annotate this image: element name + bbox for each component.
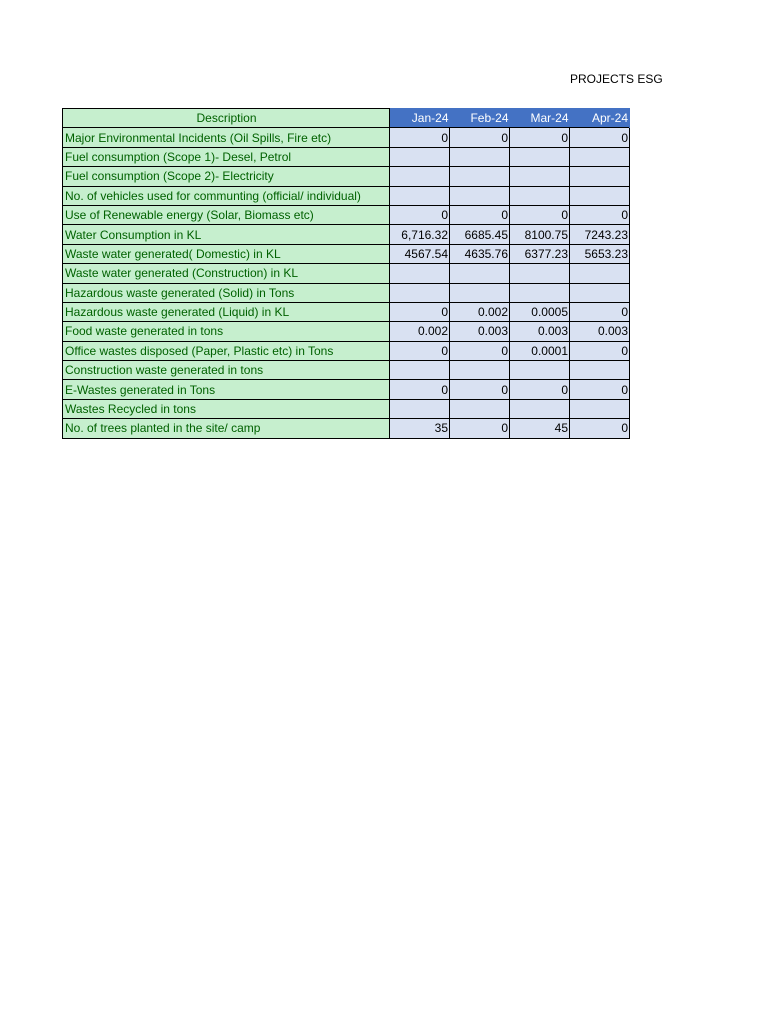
value-cell[interactable] — [450, 167, 510, 186]
value-cell[interactable]: 0.003 — [450, 322, 510, 341]
column-header-month[interactable]: Feb-24 — [450, 109, 510, 128]
value-cell[interactable] — [570, 361, 630, 380]
value-cell[interactable]: 0.0005 — [510, 302, 570, 321]
value-cell[interactable]: 0 — [390, 205, 450, 224]
row-description-cell[interactable]: No. of trees planted in the site/ camp — [63, 419, 390, 438]
column-header-month[interactable]: Mar-24 — [510, 109, 570, 128]
value-cell[interactable]: 0 — [570, 302, 630, 321]
row-description-cell[interactable]: Hazardous waste generated (Liquid) in KL — [63, 302, 390, 321]
value-cell[interactable]: 0 — [450, 380, 510, 399]
value-cell[interactable]: 0.002 — [390, 322, 450, 341]
value-cell[interactable] — [570, 167, 630, 186]
value-cell[interactable]: 0 — [570, 128, 630, 147]
row-description-cell[interactable]: Office wastes disposed (Paper, Plastic etc) in Tons — [63, 341, 390, 360]
value-cell[interactable] — [450, 361, 510, 380]
row-description-cell[interactable]: Fuel consumption (Scope 2)- Electricity — [63, 167, 390, 186]
column-header-month[interactable]: Apr-24 — [570, 109, 630, 128]
value-cell[interactable] — [450, 147, 510, 166]
row-description-cell[interactable]: No. of vehicles used for communting (official/ individual) — [63, 186, 390, 205]
row-description-cell[interactable]: Waste water generated (Construction) in KL — [63, 264, 390, 283]
row-description-cell[interactable]: Use of Renewable energy (Solar, Biomass etc) — [63, 205, 390, 224]
value-cell[interactable] — [510, 264, 570, 283]
value-cell[interactable]: 0 — [390, 380, 450, 399]
value-cell[interactable]: 0 — [570, 419, 630, 438]
row-description-cell[interactable]: Water Consumption in KL — [63, 225, 390, 244]
table-row — [63, 264, 630, 283]
value-cell[interactable]: 0.003 — [570, 322, 630, 341]
value-cell[interactable]: 5653.23 — [570, 244, 630, 263]
value-cell[interactable]: 6,716.32 — [390, 225, 450, 244]
value-cell[interactable]: 0.003 — [510, 322, 570, 341]
table-row — [63, 244, 630, 263]
table-row — [63, 186, 630, 205]
table-row — [63, 302, 630, 321]
value-cell[interactable] — [390, 399, 450, 418]
value-cell[interactable]: 6685.45 — [450, 225, 510, 244]
value-cell[interactable] — [570, 399, 630, 418]
table-row — [63, 225, 630, 244]
table-row — [63, 419, 630, 438]
value-cell[interactable]: 0 — [510, 205, 570, 224]
row-description-cell[interactable]: Wastes Recycled in tons — [63, 399, 390, 418]
table-row — [63, 341, 630, 360]
value-cell[interactable]: 0.002 — [450, 302, 510, 321]
value-cell[interactable] — [390, 167, 450, 186]
row-description-cell[interactable]: Fuel consumption (Scope 1)- Desel, Petrol — [63, 147, 390, 166]
value-cell[interactable] — [570, 147, 630, 166]
report-title: PROJECTS ESG — [570, 72, 663, 86]
table-row — [63, 399, 630, 418]
table-row — [63, 167, 630, 186]
table-row — [63, 147, 630, 166]
value-cell[interactable] — [510, 147, 570, 166]
value-cell[interactable]: 0 — [570, 380, 630, 399]
value-cell[interactable]: 0 — [510, 380, 570, 399]
row-description-cell[interactable]: E-Wastes generated in Tons — [63, 380, 390, 399]
value-cell[interactable]: 0.0001 — [510, 341, 570, 360]
value-cell[interactable] — [510, 283, 570, 302]
column-header-description[interactable]: Description — [63, 109, 390, 128]
table-row — [63, 283, 630, 302]
value-cell[interactable] — [390, 186, 450, 205]
value-cell[interactable] — [570, 186, 630, 205]
value-cell[interactable] — [450, 186, 510, 205]
value-cell[interactable] — [570, 264, 630, 283]
value-cell[interactable]: 0 — [390, 128, 450, 147]
value-cell[interactable]: 4567.54 — [390, 244, 450, 263]
value-cell[interactable]: 0 — [390, 341, 450, 360]
value-cell[interactable]: 8100.75 — [510, 225, 570, 244]
value-cell[interactable] — [450, 283, 510, 302]
value-cell[interactable]: 45 — [510, 419, 570, 438]
value-cell[interactable]: 0 — [570, 205, 630, 224]
table-row — [63, 380, 630, 399]
value-cell[interactable] — [510, 167, 570, 186]
value-cell[interactable]: 0 — [570, 341, 630, 360]
value-cell[interactable] — [570, 283, 630, 302]
value-cell[interactable]: 0 — [450, 205, 510, 224]
value-cell[interactable] — [450, 264, 510, 283]
value-cell[interactable]: 6377.23 — [510, 244, 570, 263]
value-cell[interactable]: 4635.76 — [450, 244, 510, 263]
value-cell[interactable]: 7243.23 — [570, 225, 630, 244]
value-cell[interactable]: 35 — [390, 419, 450, 438]
value-cell[interactable] — [510, 399, 570, 418]
value-cell[interactable] — [390, 264, 450, 283]
value-cell[interactable] — [390, 361, 450, 380]
value-cell[interactable]: 0 — [390, 302, 450, 321]
row-description-cell[interactable]: Food waste generated in tons — [63, 322, 390, 341]
esg-data-table — [62, 108, 630, 439]
table-row — [63, 361, 630, 380]
value-cell[interactable] — [390, 283, 450, 302]
value-cell[interactable]: 0 — [510, 128, 570, 147]
value-cell[interactable] — [510, 186, 570, 205]
table-row — [63, 322, 630, 341]
value-cell[interactable] — [390, 147, 450, 166]
table-row — [63, 128, 630, 147]
column-header-month[interactable]: Jan-24 — [390, 109, 450, 128]
value-cell[interactable]: 0 — [450, 341, 510, 360]
row-description-cell[interactable]: Hazardous waste generated (Solid) in Tons — [63, 283, 390, 302]
row-description-cell[interactable]: Construction waste generated in tons — [63, 361, 390, 380]
value-cell[interactable]: 0 — [450, 128, 510, 147]
row-description-cell[interactable]: Waste water generated( Domestic) in KL — [63, 244, 390, 263]
value-cell[interactable] — [450, 399, 510, 418]
value-cell[interactable]: 0 — [450, 419, 510, 438]
table-row — [63, 205, 630, 224]
value-cell[interactable] — [510, 361, 570, 380]
header-row — [63, 109, 630, 128]
row-description-cell[interactable]: Major Environmental Incidents (Oil Spills, Fire etc) — [63, 128, 390, 147]
table-body — [63, 128, 630, 438]
